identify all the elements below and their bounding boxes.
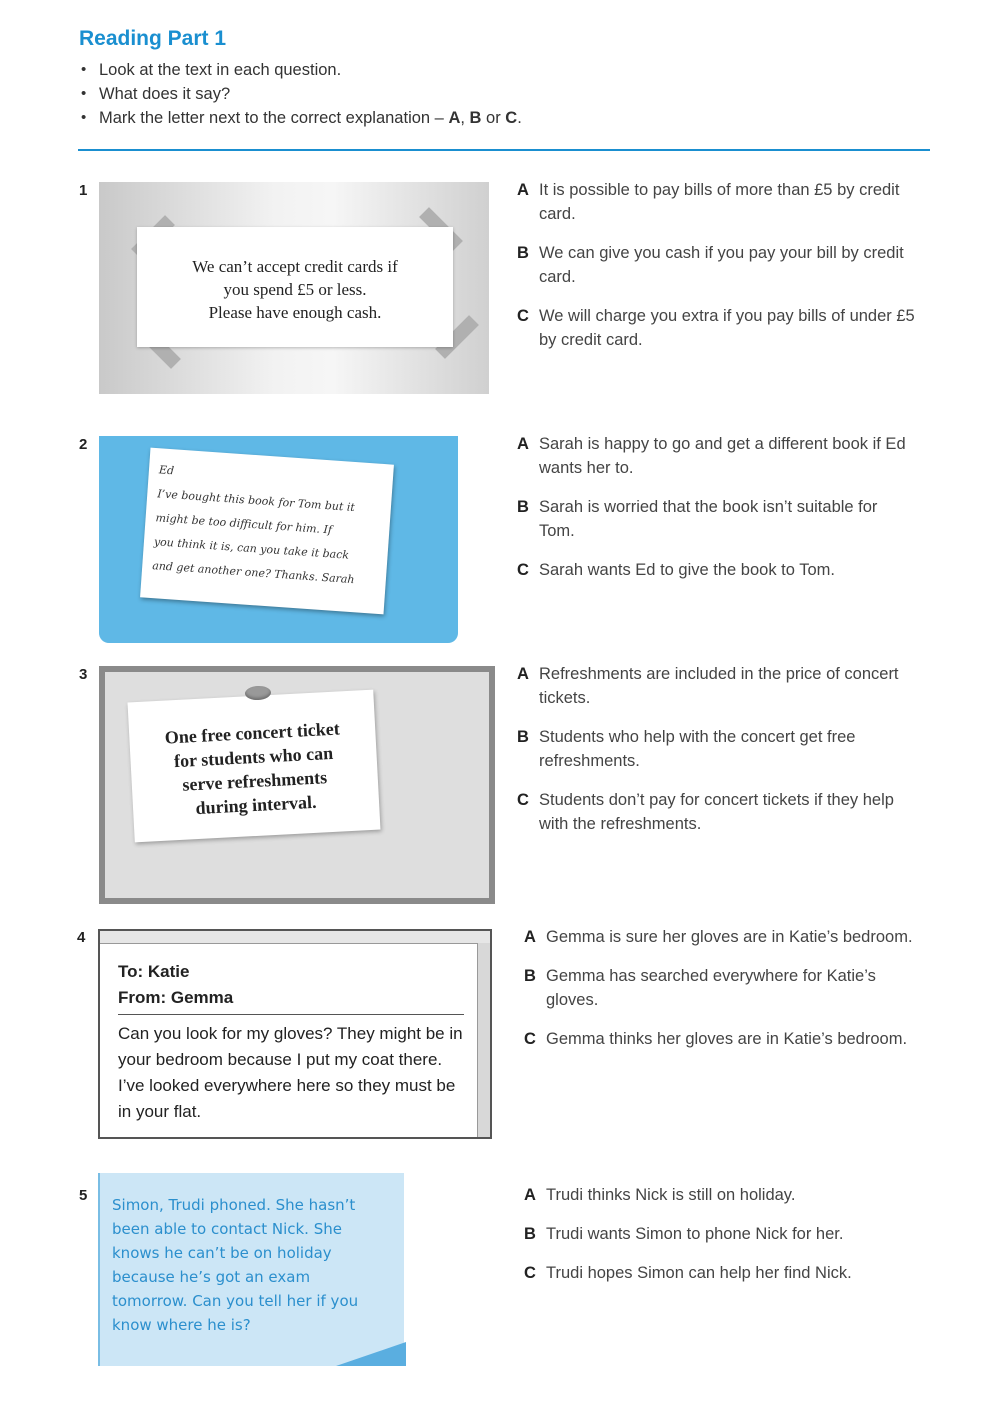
notice-line: serve refreshments: [181, 767, 328, 795]
option-text: Trudi thinks Nick is still on holiday.: [546, 1186, 796, 1204]
note-line: know where he is?: [112, 1316, 251, 1334]
question-number: 2: [79, 436, 88, 453]
option-a[interactable]: [517, 178, 917, 226]
option-text: Sarah is happy to go and get a different book if Ed wants her to.: [539, 435, 906, 477]
note-line: because he’s got an exam: [112, 1268, 311, 1286]
option-text: Gemma has searched everywhere for Katie’s gloves.: [546, 967, 876, 1009]
option-letter: C: [517, 791, 529, 809]
note-line: knows he can’t be on holiday: [112, 1244, 332, 1262]
option-letter: B: [517, 498, 529, 516]
notice-line: Please have enough cash.: [208, 302, 382, 322]
option-letter: A: [524, 1186, 536, 1204]
question-number: 4: [77, 929, 86, 946]
q2-note-image: [99, 436, 458, 643]
option-text: Gemma is sure her gloves are in Katie’s bedroom.: [546, 928, 913, 946]
q1-notice-text: [192, 251, 398, 324]
instruction-text: Mark the letter next to the correct explanation –: [99, 109, 449, 127]
note-line: been able to contact Nick. She: [112, 1220, 342, 1238]
option-text: Students don’t pay for concert tickets if they help with the refreshments.: [539, 791, 894, 833]
letter-a: A: [448, 109, 461, 127]
q1-options: [517, 178, 917, 367]
note-line: Ed: [158, 463, 175, 478]
option-c[interactable]: [517, 304, 917, 352]
instruction-item: • Look at the text in each question.: [79, 58, 522, 82]
option-b[interactable]: [524, 1222, 924, 1246]
instruction-sep: ,: [460, 109, 470, 127]
notice-line: during interval.: [195, 791, 317, 819]
letter-c: C: [505, 109, 518, 127]
option-text: Refreshments are included in the price of concert tickets.: [539, 665, 899, 707]
notice-line: We can’t accept credit cards if: [192, 256, 398, 276]
question-number: 5: [79, 1187, 88, 1204]
q5-sticky-note: [98, 1173, 404, 1366]
q1-notice-image: [99, 182, 489, 394]
option-text: Sarah wants Ed to give the book to Tom.: [539, 561, 835, 579]
page-title: Reading Part 1: [79, 27, 227, 50]
option-text: It is possible to pay bills of more than £5 by credit card.: [539, 181, 900, 223]
q3-noticeboard-image: [99, 666, 495, 904]
option-letter: C: [517, 307, 529, 325]
notice-line: you spend £5 or less.: [223, 279, 367, 299]
note-line: you think it is, can you take it back: [153, 535, 350, 562]
q5-note-text: [112, 1193, 392, 1337]
option-letter: B: [524, 967, 536, 985]
option-c[interactable]: [524, 1027, 924, 1051]
q3-options: [517, 662, 917, 851]
option-text: Sarah is worried that the book isn’t suitable for Tom.: [539, 498, 878, 540]
option-letter: C: [524, 1030, 536, 1048]
q2-note-text: [151, 458, 387, 594]
option-a[interactable]: [524, 925, 924, 949]
q4-options: [524, 925, 924, 1066]
option-a[interactable]: [524, 1183, 924, 1207]
option-text: We will charge you extra if you pay bills of under £5 by credit card.: [539, 307, 915, 349]
option-text: Students who help with the concert get free refreshments.: [539, 728, 856, 770]
email-divider: [118, 1014, 464, 1015]
option-c[interactable]: [517, 558, 917, 582]
email-from: From: Gemma: [118, 988, 234, 1007]
q2-options: [517, 432, 917, 597]
option-text: Gemma thinks her gloves are in Katie’s bedroom.: [546, 1030, 908, 1048]
notice-line: for students who can: [173, 742, 334, 772]
q3-notice-text: [164, 710, 344, 821]
option-b[interactable]: [517, 725, 917, 773]
option-text: We can give you cash if you pay your bill by credit card.: [539, 244, 904, 286]
instruction-item: [79, 106, 522, 130]
instruction-item: • What does it say?: [79, 82, 522, 106]
option-text: Trudi hopes Simon can help her find Nick.: [546, 1264, 852, 1282]
option-letter: B: [517, 244, 529, 262]
option-letter: B: [524, 1225, 536, 1243]
option-c[interactable]: [517, 788, 917, 836]
email-header: [118, 959, 233, 1011]
q3-pinned-notice: [128, 690, 381, 843]
option-letter: A: [517, 435, 529, 453]
option-letter: B: [517, 728, 529, 746]
option-a[interactable]: [517, 662, 917, 710]
option-a[interactable]: [517, 432, 917, 480]
letter-b: B: [469, 109, 482, 127]
window-scrollbar: [477, 943, 490, 1137]
window-titlebar: [100, 931, 490, 944]
option-letter: C: [517, 561, 529, 579]
option-b[interactable]: [517, 241, 917, 289]
note-line: tomorrow. Can you tell her if you: [112, 1292, 359, 1310]
q2-handwritten-note: [140, 448, 394, 615]
option-b[interactable]: [517, 495, 917, 543]
email-body: Can you look for my gloves? They might be in your bedroom because I put my coat there. I’ve looked everywhere here so they must be in your flat.: [118, 1024, 463, 1121]
q5-options: [524, 1183, 924, 1300]
option-c[interactable]: [524, 1261, 924, 1285]
q4-email-window: [98, 929, 492, 1139]
option-letter: C: [524, 1264, 536, 1282]
note-line: I’ve bought this book for Tom but it: [156, 487, 356, 515]
q1-notice-card: [137, 227, 453, 347]
question-number: 3: [79, 666, 88, 683]
question-number: 1: [79, 182, 88, 199]
note-line: Simon, Trudi phoned. She hasn’t: [112, 1196, 356, 1214]
instruction-sep: or: [481, 109, 506, 127]
option-letter: A: [517, 181, 529, 199]
divider: [78, 149, 930, 151]
option-letter: A: [524, 928, 536, 946]
page-curl: [336, 1342, 406, 1366]
instructions-list: [79, 58, 522, 130]
option-text: Trudi wants Simon to phone Nick for her.: [546, 1225, 844, 1243]
notice-line: One free concert ticket: [164, 718, 341, 748]
note-line: and get another one? Thanks. Sarah: [151, 559, 355, 587]
instruction-suffix: .: [517, 109, 522, 127]
option-letter: A: [517, 665, 529, 683]
note-line: might be too difficult for him. If: [155, 511, 333, 537]
option-b[interactable]: [524, 964, 924, 1012]
email-to: To: Katie: [118, 962, 190, 981]
